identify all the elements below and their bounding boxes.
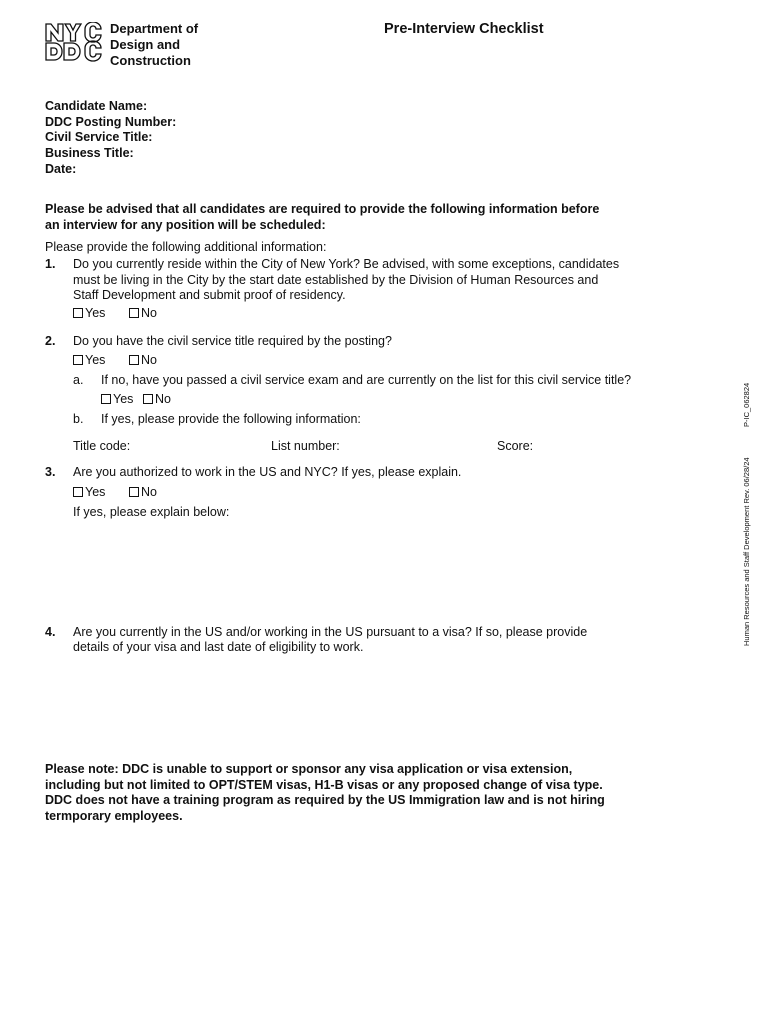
q2-yes-option[interactable]	[73, 352, 105, 368]
q4-number: 4.	[45, 625, 56, 639]
q2a-label: a.	[73, 373, 84, 387]
candidate-fields	[45, 99, 176, 177]
field-posting-number: DDC Posting Number:	[45, 114, 177, 129]
q2-text: Do you have the civil service title required by the posting?	[73, 334, 392, 348]
q4-line1: Are you currently in the US and/or working in the US pursuant to a visa? If so, please provide	[73, 625, 588, 639]
field-business-title: Business Title:	[45, 146, 134, 161]
yes-label: Yes	[85, 485, 106, 499]
dept-line: Design and	[110, 37, 181, 52]
q2a-yes-option[interactable]	[101, 391, 133, 407]
yes-label: Yes	[85, 353, 106, 367]
q1-yes-option[interactable]	[73, 305, 105, 321]
field-date: Date:	[45, 161, 77, 176]
q1-line3: Staff Development and submit proof of residency.	[73, 288, 346, 302]
q3-yes-option[interactable]	[73, 484, 105, 500]
q2a-no-option[interactable]	[143, 391, 171, 407]
intro-text: Please provide the following additional information:	[45, 240, 327, 254]
note-line3: DDC does not have a training program as required by the US Immigration law and is not hiring	[45, 793, 605, 807]
score-label: Score:	[497, 439, 534, 453]
q1-line1: Do you currently reside within the City of New York? Be advised, with some exceptions, candidates	[73, 257, 620, 271]
q3-number: 3.	[45, 465, 56, 479]
note-line4: termporary employees.	[45, 809, 183, 823]
form-code: P-IC_062824	[742, 382, 751, 427]
checkbox-icon[interactable]	[73, 308, 83, 318]
q2b-label: b.	[73, 412, 84, 426]
checkbox-icon[interactable]	[129, 487, 139, 497]
dept-line: Construction	[110, 53, 191, 68]
q1-no-option[interactable]	[129, 305, 157, 321]
yes-label: Yes	[85, 306, 106, 320]
q4-line2: details of your visa and last date of eligibility to work.	[73, 640, 364, 654]
no-label: No	[141, 485, 157, 499]
q2b-text: If yes, please provide the following information:	[101, 412, 361, 426]
dept-line: Department of	[110, 21, 199, 36]
no-label: No	[141, 306, 157, 320]
field-candidate-name: Candidate Name:	[45, 99, 148, 113]
checkbox-icon[interactable]	[73, 487, 83, 497]
list-number-label: List number:	[271, 439, 340, 453]
q2a-text: If no, have you passed a civil service exam and are currently on the list for this civil service title?	[101, 373, 632, 387]
yes-label: Yes	[113, 392, 134, 406]
page-title: Pre-Interview Checklist	[384, 21, 544, 37]
checkbox-icon[interactable]	[101, 394, 111, 404]
q2-no-option[interactable]	[129, 352, 157, 368]
note-line1: Please note: DDC is unable to support or sponsor any visa application or visa extension,	[45, 762, 573, 776]
checkbox-icon[interactable]	[143, 394, 153, 404]
q1-line2: must be living in the City by the start date established by the Division of Human Resources and	[73, 273, 599, 287]
no-label: No	[155, 392, 171, 406]
revision-note: Human Resources and Staff Development Rev. 06/28/24	[742, 457, 751, 646]
department-name	[110, 21, 198, 69]
checkbox-icon[interactable]	[129, 308, 139, 318]
checkbox-icon[interactable]	[73, 355, 83, 365]
checkbox-icon[interactable]	[129, 355, 139, 365]
q3-no-option[interactable]	[129, 484, 157, 500]
advisory-notice: Please be advised that all candidates are required to provide the following information before an interview for any position will be scheduled:	[45, 202, 600, 232]
q2-number: 2.	[45, 334, 56, 348]
field-civil-service-title: Civil Service Title:	[45, 130, 153, 145]
no-label: No	[141, 353, 157, 367]
q1-number: 1.	[45, 257, 56, 271]
nyc-ddc-logo	[44, 22, 104, 62]
q3-explain-label: If yes, please explain below:	[73, 505, 230, 519]
title-code-label: Title code:	[73, 439, 131, 453]
q3-text: Are you authorized to work in the US and NYC? If yes, please explain.	[73, 465, 462, 479]
note-line2: including but not limited to OPT/STEM visas, H1-B visas or any proposed change of visa type.	[45, 778, 603, 792]
